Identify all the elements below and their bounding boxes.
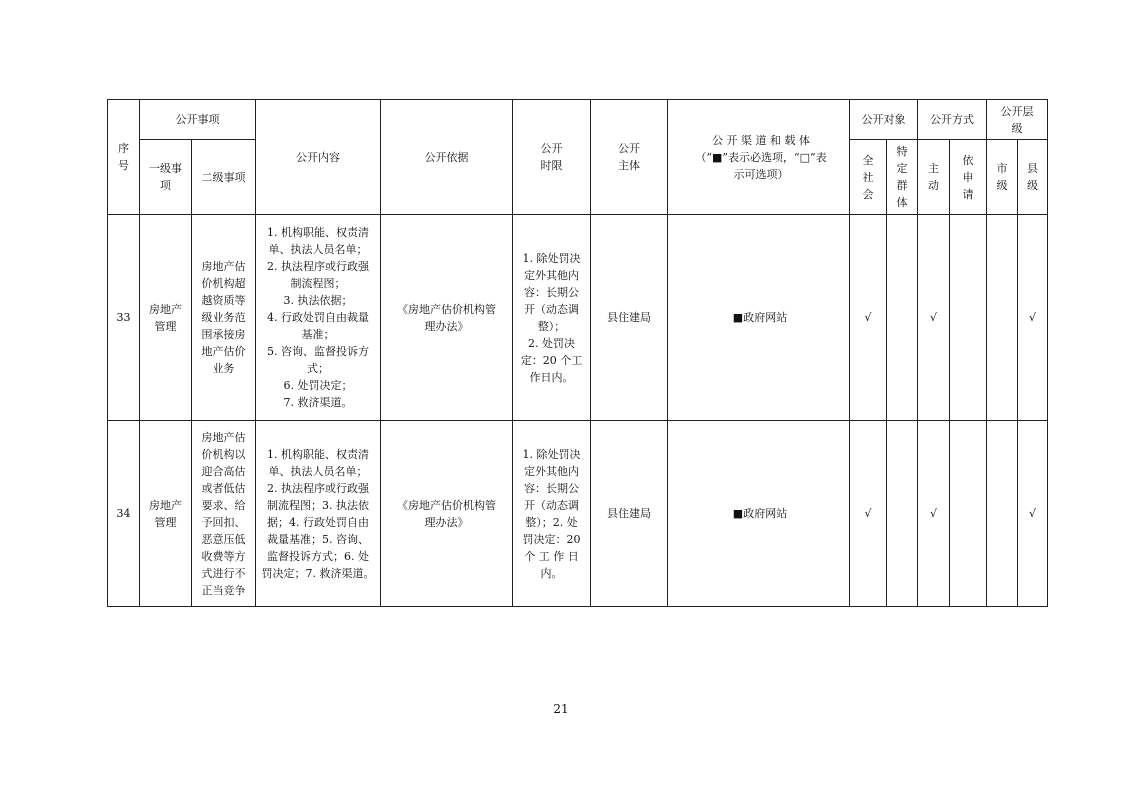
header-target-group	[850, 100, 918, 140]
row-seq-text: 34	[116, 507, 131, 520]
row-subject	[591, 215, 668, 421]
header-level1	[140, 140, 192, 215]
check-mark: √	[1028, 311, 1036, 324]
header-method-group-text: 公开方式	[930, 113, 974, 126]
header-seq-text: 序 号	[118, 142, 129, 172]
row-basis	[381, 215, 513, 421]
header-basis	[381, 100, 513, 215]
header-method-apply-text: 依 申 请	[962, 153, 974, 201]
row-content	[256, 215, 381, 421]
row-content	[256, 421, 381, 607]
row-level1-text: 房地产 管理	[149, 302, 182, 333]
row-basis	[381, 421, 513, 607]
header-level-county	[1018, 140, 1048, 215]
row-time-limit	[513, 215, 591, 421]
header-subject-text: 公开 主体	[618, 142, 640, 172]
header-items-group-text: 公开事项	[175, 113, 220, 126]
header-items-group	[140, 100, 256, 140]
header-row-1	[108, 100, 1048, 140]
row-subject-text: 县住建局	[607, 311, 651, 324]
header-channel-text: 公 开 渠 道 和 载 体 （“■”表示必选项，“□”表 示可选项）	[695, 133, 827, 181]
table-row	[108, 421, 1048, 607]
row-channel-text: ■政府网站	[732, 507, 788, 520]
table-row	[108, 215, 1048, 421]
header-channel	[668, 100, 850, 215]
header-target-all-text: 全 社 会	[862, 153, 874, 201]
row-level2	[192, 421, 256, 607]
header-seq	[108, 100, 140, 215]
row-channel	[668, 421, 850, 607]
header-method-apply	[950, 140, 987, 215]
row-level1-text: 房地产 管理	[149, 498, 182, 529]
page-number: 21	[553, 702, 569, 716]
header-level-group	[987, 100, 1048, 140]
row-target-specific	[887, 215, 918, 421]
row-level2-text: 房地产估 价机构以 迎合高估 或者低估 要求、给 予回扣、 恶意压低 收费等方 式进行不 正当竞争	[201, 430, 246, 597]
header-target-specific	[887, 140, 918, 215]
header-level-county-text: 县 级	[1027, 162, 1038, 192]
header-time-limit	[513, 100, 591, 215]
header-target-group-text: 公开对象	[861, 113, 906, 126]
row-level2	[192, 215, 256, 421]
header-time-limit-text: 公开 时限	[540, 142, 563, 172]
header-level2	[192, 140, 256, 215]
check-mark: √	[929, 311, 937, 324]
header-basis-text: 公开依据	[424, 150, 469, 164]
row-level-county	[1018, 215, 1048, 421]
row-level-city	[987, 421, 1018, 607]
row-seq-text: 33	[116, 311, 131, 324]
row-time-limit	[513, 421, 591, 607]
row-basis-text: 《房地产估价机构管 理办法》	[397, 498, 496, 529]
row-level1	[140, 421, 192, 607]
check-mark: √	[1028, 507, 1036, 520]
row-target-all	[850, 215, 887, 421]
check-mark: √	[864, 311, 872, 324]
row-seq	[108, 421, 140, 607]
row-method-apply	[950, 215, 987, 421]
row-level-city	[987, 215, 1018, 421]
row-subject	[591, 421, 668, 607]
header-method-active	[918, 140, 950, 215]
header-method-active-text: 主 动	[928, 162, 939, 192]
header-subject	[591, 100, 668, 215]
header-content-text: 公开内容	[296, 150, 340, 164]
header-level2-text: 二级事项	[201, 170, 246, 184]
header-level-group-text: 公开层 级	[1000, 104, 1034, 135]
row-content-text: 1. 机构职能、权责清 单、执法人员名单； 2. 执法程序或行政强 制流程图；3. 执法依 据；4. 行政处罚自由 裁量基准；5. 咨询、 监督投诉方式；6. 处 罚决定；7. 救济渠道。	[261, 447, 375, 580]
header-method-group	[918, 100, 987, 140]
header-target-all	[850, 140, 887, 215]
header-level1-text: 一级事 项	[149, 162, 182, 192]
row-seq	[108, 215, 140, 421]
header-level-city	[987, 140, 1018, 215]
row-level1	[140, 215, 192, 421]
row-method-active	[918, 421, 950, 607]
row-level-county	[1018, 421, 1048, 607]
row-channel	[668, 215, 850, 421]
row-method-apply	[950, 421, 987, 607]
row-method-active	[918, 215, 950, 421]
row-level2-text: 房地产估 价机构超 越资质等 级业务范 围承接房 地产估价 业务	[201, 260, 246, 375]
header-level-city-text: 市 级	[996, 162, 1008, 192]
row-channel-text: ■政府网站	[732, 311, 788, 324]
header-content	[256, 100, 381, 215]
row-time-limit-text: 1. 除处罚决 定外其他内 容：长期公 开（动态调 整）； 2. 处罚决 定：20 个工 作日内。	[520, 251, 583, 384]
header-target-specific-text: 特 定 群 体	[896, 145, 908, 209]
row-target-specific	[887, 421, 918, 607]
check-mark: √	[864, 507, 872, 520]
disclosure-table	[107, 99, 1048, 607]
row-time-limit-text: 1. 除处罚决 定外其他内 容：长期公 开（动态调 整）；2. 处 罚决定：20 个 工 作 日 内。	[522, 447, 581, 580]
row-target-all	[850, 421, 887, 607]
check-mark: √	[929, 507, 937, 520]
row-subject-text: 县住建局	[607, 507, 651, 520]
row-content-text: 1. 机构职能、权责清 单、执法人员名单； 2. 执法程序或行政强 制流程图； 3. 执法依据； 4. 行政处罚自由裁量 基准； 5. 咨询、监督投诉方 式； 6. 处罚决定； 7. 救济渠道。	[267, 226, 369, 409]
row-basis-text: 《房地产估价机构管 理办法》	[397, 302, 496, 333]
